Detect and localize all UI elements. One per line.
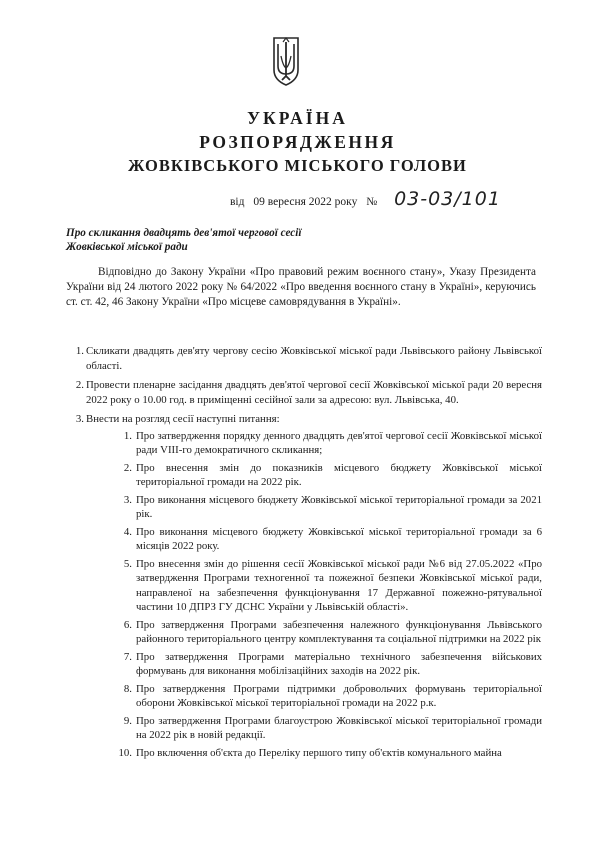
- agenda-item-number: 6.: [123, 618, 132, 631]
- order-item-text: Внести на розгляд сесії наступні питання:: [86, 413, 280, 425]
- agenda-item-text: Про внесення змін до показників місцевого бюджету Жовківської міської територіальної громади на 2022 рік.: [136, 461, 542, 488]
- order-item-number: 3.: [75, 413, 84, 425]
- agenda-item-text: Про внесення змін до рішення сесії Жовківської міської ради №6 від 27.05.2022 «Про затвердження Програми техногенної та пожежної безпеки Жовківської міської ради, направленої на забезпечення функціонування 17 Державної пожежно-рятувальної частини 10 ДПРЗ ГУ ДСНС України у Львівській області».: [136, 557, 542, 613]
- country-title: УКРАЇНА: [247, 108, 348, 128]
- document-subject: Про скликання двадцять дев'ятої чергової сесії Жовківської міської ради: [66, 227, 302, 253]
- document-date: 09 вересня 2022 року: [253, 196, 358, 208]
- agenda-item-text: Про затвердження Програми благоустрою Жовківської міської територіальної громади на 2022 рік в новій редакції.: [136, 714, 542, 741]
- agenda-item: [114, 461, 542, 490]
- agenda-item: [114, 493, 542, 522]
- agenda-item: [114, 618, 542, 647]
- agenda-item-number: 8.: [123, 682, 132, 695]
- agenda-item: [114, 429, 542, 458]
- trident-icon: [272, 36, 300, 86]
- order-items: [66, 344, 542, 765]
- agenda-item-number: 5.: [123, 557, 132, 570]
- agenda-item-text: Про затвердження Програми забезпечення належного функціонування Львівського районного територіального центру комплектування та соціальної підтримки на 2022 рік: [136, 618, 542, 645]
- order-item: [66, 344, 542, 373]
- agenda-item-text: Про затвердження Програми підтримки добровольчих формувань територіальної оборони Жовківської міської територіальної громади на 2022 р.к.: [136, 682, 542, 709]
- order-item-text: Скликати двадцять дев'яту чергову сесію Жовківської міської ради Львівського району Львівської області.: [86, 345, 542, 372]
- issuer-title: ЖОВКІВСЬКОГО МІСЬКОГО ГОЛОВИ: [128, 156, 467, 175]
- agenda-item-number: 2.: [123, 461, 132, 474]
- order-item-number: 2.: [75, 379, 84, 391]
- agenda-item-number: 7.: [123, 650, 132, 663]
- order-item: [66, 378, 542, 407]
- date-line: [230, 188, 507, 210]
- agenda-item-text: Про затвердження Програми матеріально технічного забезпечення військових формувань для виконання мобілізаційних заходів на 2022 рік.: [136, 650, 542, 677]
- agenda-item: [114, 746, 542, 761]
- agenda-item-number: 1.: [123, 429, 132, 442]
- document-type-title: РОЗПОРЯДЖЕННЯ: [199, 132, 396, 152]
- agenda-item: [114, 714, 542, 743]
- agenda-item-number: 9.: [123, 714, 132, 727]
- agenda-item: [114, 557, 542, 615]
- date-prefix: від: [230, 196, 245, 208]
- order-item-number: 1.: [75, 345, 84, 357]
- agenda-item-number: 4.: [123, 525, 132, 538]
- agenda-item-text: Про затвердження порядку денного двадцять дев'ятої чергової сесії Жовківської міської ради VIII-го демократичного скликання;: [136, 429, 542, 456]
- agenda-item: [114, 650, 542, 679]
- agenda-item-text: Про виконання місцевого бюджету Жовківської міської територіальної громади за 6 місяців 2022 року.: [136, 525, 542, 552]
- agenda-list: [86, 429, 542, 761]
- document-number: 03-03/101: [394, 188, 501, 210]
- order-item-text: Провести пленарне засідання двадцять дев'ятої чергової сесії Жовківської міської ради 20 вересня 2022 року о 10.00 год. в приміщенні сесійної зали за адресою: вул. Львівська, 40.: [86, 379, 542, 406]
- number-sign: №: [366, 196, 378, 208]
- agenda-item-number: 3.: [123, 493, 132, 506]
- agenda-item: [114, 525, 542, 554]
- order-item: [66, 412, 542, 760]
- agenda-item-text: Про включення об'єкта до Переліку першого типу об'єктів комунального майна: [136, 746, 502, 759]
- agenda-item-number: 10.: [118, 746, 132, 759]
- agenda-item-text: Про виконання місцевого бюджету Жовківської міської територіальної громади за 2021 рік.: [136, 493, 542, 520]
- preamble-paragraph: Відповідно до Закону України «Про правовий режим воєнного стану», Указу Президента України від 24 лютого 2022 року № 64/2022 «Про введення воєнного стану в Україні», керуючись ст. ст. 42, 46 Закону України «Про місцеве самоврядування в Україні».: [66, 266, 536, 308]
- agenda-item: [114, 682, 542, 711]
